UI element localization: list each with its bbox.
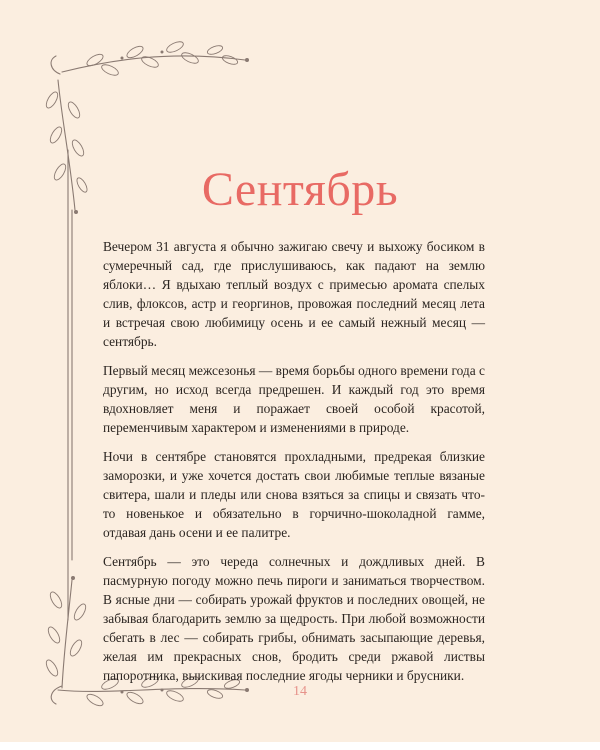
page-number: 14 (293, 684, 307, 699)
page-title: Сентябрь (201, 163, 399, 217)
paragraph: Вечером 31 августа я обычно зажигаю свечу и выхожу босиком в сумеречный сад, где прислушиваюсь, как падают на землю яблоки… Я вдыхаю теплый воздух с примесью аромата спелых слив, флоксов, астр и георгинов, провожая последний месяц лета и встречая свою любимицу осень и ее самый нежный месяц — сентябрь. (103, 239, 485, 349)
paragraph: Первый месяц межсезонья — время борьбы одного времени года с другим, но исход всегда предрешен. И каждый год это время вдохновляет меня и поражает своей особой красотой, переменчивым характером и изменениями в природе. (103, 363, 485, 435)
body-text (103, 237, 485, 695)
paragraph: Сентябрь — это череда солнечных и дождливых дней. В пасмурную погоду можно печь пироги и заниматься творчеством. В ясные дни — собирать урожай фруктов и последних овощей, не забывая благодарить землю за щедрость. При любой возможности сбегать в лес — собирать грибы, обнимать засыпающие деревья, желая им прекрасных снов, бродить среди ржавой листвы папоротника, выискивая последние ягоды черники и брусники. (103, 554, 485, 683)
paragraph: Ночи в сентябре становятся прохладными, предрекая близкие заморозки, и уже хочется достать свои любимые теплые вязаные свитера, шали и пледы или снова взяться за спицы и связать что-то новенькое и обязательно в горчично-шоколадной гамме, отдавая дань осени и ее палитре. (103, 449, 485, 540)
